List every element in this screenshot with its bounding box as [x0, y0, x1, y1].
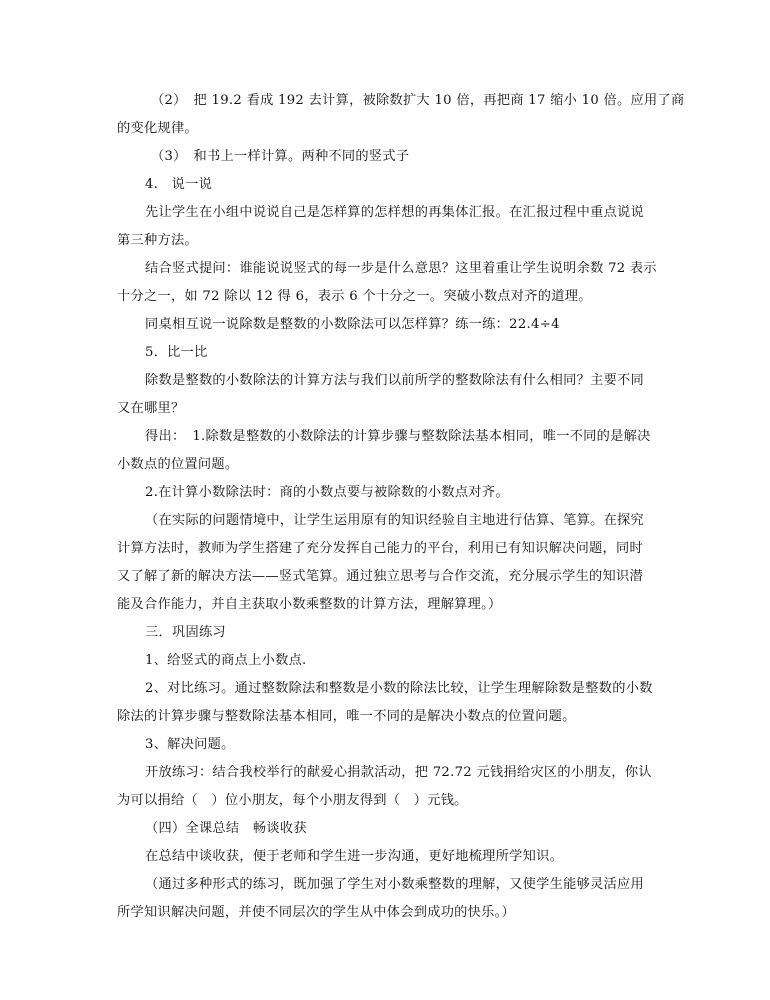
text-line: 同桌相互说一说除数是整数的小数除法可以怎样算？练一练：22.4÷4	[145, 317, 560, 332]
text-line: 结合竖式提问：谁能说说竖式的每一步是什么意思？这里着重让学生说明余数 72 表示	[145, 261, 657, 276]
text-line: 能及合作能力，并自主获取小数乘整数的计算方法，理解算理。）	[117, 597, 502, 612]
text-line: 2.在计算小数除法时：商的小数点要与被除数的小数点对齐。	[145, 485, 509, 500]
text-line: 4. 说一说	[145, 177, 213, 192]
text-line: 第三种方法。	[117, 233, 198, 248]
text-line: 计算方法时，教师为学生搭建了充分发挥自己能力的平台，利用已有知识解决问题，同时	[117, 541, 644, 556]
text-line: 5．比一比	[145, 345, 208, 360]
text-line: 得出： 1.除数是整数的小数除法的计算步骤与整数除法基本相同，唯一不同的是解决	[145, 429, 651, 444]
text-line: 1、给竖式的商点上小数点.	[145, 653, 307, 668]
text-line: 十分之一，如 72 除以 12 得 6，表示 6 个十分之一。突破小数点对齐的道理。	[117, 289, 592, 304]
section-heading: 三．巩固练习	[145, 625, 226, 640]
text-line: （3） 和书上一样计算。两种不同的竖式子	[151, 149, 410, 164]
text-line: 除数是整数的小数除法的计算方法与我们以前所学的整数除法有什么相同？主要不同	[145, 373, 645, 388]
text-line: （通过多种形式的练习，既加强了学生对小数乘整数的理解，又使学生能够灵活应用	[145, 877, 645, 892]
text-line: 的变化规律。	[117, 121, 198, 136]
text-line: （2） 把 19.2 看成 192 去计算，被除数扩大 10 倍，再把商 17 缩小 10 倍。应用了商	[151, 93, 685, 108]
text-line: 所学知识解决问题，并使不同层次的学生从中体会到成功的快乐。）	[117, 905, 516, 920]
section-heading: （四）全课总结 畅谈收获	[145, 821, 307, 836]
text-line: 在总结中谈收获，便于老师和学生进一步沟通，更好地梳理所学知识。	[145, 849, 564, 864]
text-line: 除法的计算步骤与整数除法基本相同，唯一不同的是解决小数点的位置问题。	[117, 709, 576, 724]
text-line: 又了解了新的解决方法——竖式笔算。通过独立思考与合作交流，充分展示学生的知识潜	[117, 569, 644, 584]
text-line: 2、对比练习。通过整数除法和整数是小数的除法比较，让学生理解除数是整数的小数	[145, 681, 653, 696]
text-line: 开放练习：结合我校举行的献爱心捐款活动，把 72.72 元钱捐给灾区的小朋友，你认	[145, 765, 652, 780]
text-line: （在实际的问题情境中，让学生运用原有的知识经验自主地进行估算、笔算。在探究	[145, 513, 645, 528]
text-line: 为可以捐给（ ）位小朋友，每个小朋友得到（ ）元钱。	[117, 793, 468, 808]
text-line: 3、解决问题。	[145, 737, 235, 752]
text-line: 又在哪里？	[117, 401, 185, 416]
text-line: 小数点的位置问题。	[117, 457, 239, 472]
text-line: 先让学生在小组中说说自己是怎样算的怎样想的再集体汇报。在汇报过程中重点说说	[145, 205, 645, 220]
